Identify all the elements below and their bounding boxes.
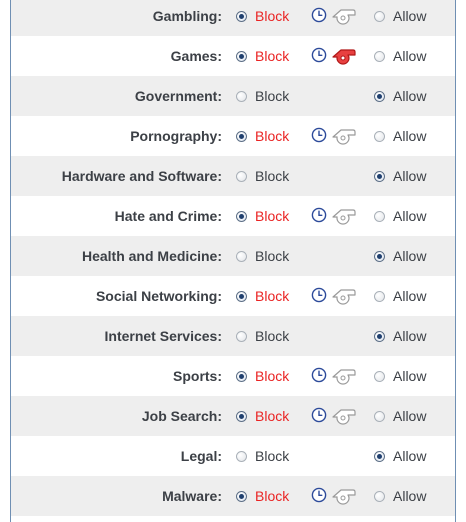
block-option-internet-services[interactable] xyxy=(236,316,289,356)
block-radio[interactable] xyxy=(236,371,247,382)
category-label: Internet Services: xyxy=(104,328,222,344)
allow-option-legal[interactable] xyxy=(374,436,426,476)
whistle-icon[interactable] xyxy=(331,207,357,225)
block-label: Block xyxy=(255,88,290,104)
block-radio[interactable] xyxy=(236,291,247,302)
category-label: Social Networking: xyxy=(95,288,222,304)
allow-label: Allow xyxy=(393,88,427,104)
clock-icon[interactable] xyxy=(311,47,327,63)
block-option-hardware-and-software[interactable] xyxy=(236,156,289,196)
block-label: Block xyxy=(255,168,290,184)
category-row-sports xyxy=(11,356,455,396)
allow-radio[interactable] xyxy=(374,491,385,502)
block-label: Block xyxy=(255,208,290,224)
clock-icon[interactable] xyxy=(311,287,327,303)
block-label: Block xyxy=(255,48,290,64)
category-row-malware xyxy=(11,476,455,516)
allow-option-malware[interactable] xyxy=(374,476,426,516)
whistle-icon[interactable] xyxy=(331,407,357,425)
allow-radio[interactable] xyxy=(374,51,385,62)
block-radio[interactable] xyxy=(236,51,247,62)
allow-option-pornography[interactable] xyxy=(374,116,426,156)
block-option-government[interactable] xyxy=(236,76,289,116)
clock-icon[interactable] xyxy=(311,407,327,423)
allow-label: Allow xyxy=(393,448,427,464)
allow-option-internet-services[interactable] xyxy=(374,316,426,356)
allow-radio[interactable] xyxy=(374,211,385,222)
whistle-icon[interactable] xyxy=(331,367,357,385)
category-filter-panel xyxy=(10,0,456,522)
allow-radio[interactable] xyxy=(374,411,385,422)
block-label: Block xyxy=(255,328,290,344)
block-option-pornography[interactable] xyxy=(236,116,289,156)
category-row-internet-services xyxy=(11,316,455,356)
category-row-gambling xyxy=(11,0,455,36)
block-radio[interactable] xyxy=(236,211,247,222)
block-option-gambling[interactable] xyxy=(236,0,289,36)
whistle-icon[interactable] xyxy=(331,127,357,145)
category-row-social-networking xyxy=(11,276,455,316)
allow-option-sports[interactable] xyxy=(374,356,426,396)
category-label: Legal: xyxy=(180,448,222,464)
block-label: Block xyxy=(255,128,290,144)
allow-radio[interactable] xyxy=(374,131,385,142)
category-row-health-and-medicine xyxy=(11,236,455,276)
category-label: Government: xyxy=(134,88,222,104)
block-label: Block xyxy=(255,368,290,384)
allow-option-social-networking[interactable] xyxy=(374,276,426,316)
block-label: Block xyxy=(255,288,290,304)
block-option-social-networking[interactable] xyxy=(236,276,289,316)
allow-label: Allow xyxy=(393,208,427,224)
allow-option-hate-and-crime[interactable] xyxy=(374,196,426,236)
block-label: Block xyxy=(255,448,290,464)
category-label: Pornography: xyxy=(130,128,222,144)
block-label: Block xyxy=(255,248,290,264)
block-radio[interactable] xyxy=(236,171,247,182)
block-radio[interactable] xyxy=(236,491,247,502)
whistle-icon[interactable] xyxy=(331,487,357,505)
allow-label: Allow xyxy=(393,128,427,144)
category-label: Games: xyxy=(170,48,222,64)
allow-label: Allow xyxy=(393,488,427,504)
clock-icon[interactable] xyxy=(311,367,327,383)
allow-radio[interactable] xyxy=(374,171,385,182)
allow-label: Allow xyxy=(393,288,427,304)
block-option-games[interactable] xyxy=(236,36,289,76)
allow-option-health-and-medicine[interactable] xyxy=(374,236,426,276)
block-radio[interactable] xyxy=(236,11,247,22)
allow-radio[interactable] xyxy=(374,91,385,102)
block-radio[interactable] xyxy=(236,451,247,462)
block-radio[interactable] xyxy=(236,411,247,422)
allow-radio[interactable] xyxy=(374,451,385,462)
category-row-games xyxy=(11,36,455,76)
allow-radio[interactable] xyxy=(374,371,385,382)
block-option-job-search[interactable] xyxy=(236,396,289,436)
block-label: Block xyxy=(255,488,290,504)
category-label: Job Search: xyxy=(141,408,222,424)
clock-icon[interactable] xyxy=(311,487,327,503)
clock-icon[interactable] xyxy=(311,7,327,23)
block-option-malware[interactable] xyxy=(236,476,289,516)
block-option-legal[interactable] xyxy=(236,436,289,476)
block-option-hate-and-crime[interactable] xyxy=(236,196,289,236)
allow-radio[interactable] xyxy=(374,331,385,342)
category-label: Gambling: xyxy=(152,8,222,24)
block-radio[interactable] xyxy=(236,131,247,142)
allow-label: Allow xyxy=(393,168,427,184)
category-row-pornography xyxy=(11,116,455,156)
category-label: Health and Medicine: xyxy=(81,248,222,264)
block-option-sports[interactable] xyxy=(236,356,289,396)
allow-label: Allow xyxy=(393,8,427,24)
block-radio[interactable] xyxy=(236,91,247,102)
category-row-legal xyxy=(11,436,455,476)
whistle-icon[interactable] xyxy=(331,287,357,305)
block-label: Block xyxy=(255,8,290,24)
allow-label: Allow xyxy=(393,48,427,64)
allow-option-gambling[interactable] xyxy=(374,0,426,36)
allow-radio[interactable] xyxy=(374,251,385,262)
category-label: Hate and Crime: xyxy=(114,208,222,224)
allow-radio[interactable] xyxy=(374,11,385,22)
block-radio[interactable] xyxy=(236,331,247,342)
block-label: Block xyxy=(255,408,290,424)
allow-label: Allow xyxy=(393,248,427,264)
clock-icon[interactable] xyxy=(311,127,327,143)
category-row-hardware-and-software xyxy=(11,156,455,196)
allow-label: Allow xyxy=(393,408,427,424)
block-option-health-and-medicine[interactable] xyxy=(236,236,289,276)
allow-radio[interactable] xyxy=(374,291,385,302)
block-radio[interactable] xyxy=(236,251,247,262)
whistle-icon[interactable] xyxy=(331,47,357,65)
clock-icon[interactable] xyxy=(311,207,327,223)
category-row-government xyxy=(11,76,455,116)
allow-option-hardware-and-software[interactable] xyxy=(374,156,426,196)
category-row-job-search xyxy=(11,396,455,436)
allow-label: Allow xyxy=(393,368,427,384)
category-label: Hardware and Software: xyxy=(61,168,222,184)
category-row-hate-and-crime xyxy=(11,196,455,236)
allow-option-games[interactable] xyxy=(374,36,426,76)
allow-label: Allow xyxy=(393,328,427,344)
allow-option-job-search[interactable] xyxy=(374,396,426,436)
allow-option-government[interactable] xyxy=(374,76,426,116)
whistle-icon[interactable] xyxy=(331,7,357,25)
category-label: Malware: xyxy=(162,488,222,504)
category-label: Sports: xyxy=(173,368,222,384)
